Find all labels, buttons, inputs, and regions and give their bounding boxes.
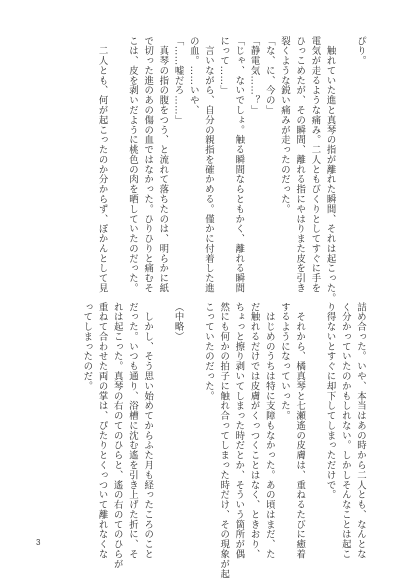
text-line: 詰め合った。いや、本当はあの時から二人とも、なんとな [355,302,366,560]
text-line: ちょっと擦り剥いてしまった時だとか、そういう箇所が偶 [233,302,245,560]
text-line [110,36,125,282]
lower-text-block [79,302,368,579]
text-line: 真琴の指の腹をつう、と流れて落ちたのは、明らかに紙 [157,36,169,294]
text-line: 「……嘘だろ……」 [172,36,184,125]
text-line: するようになっていった。 [278,302,290,421]
page-number: 3 [36,538,41,547]
text-line: 「じゃ、ないでしょ。触る瞬間ならともかく、離れる瞬間 [233,36,245,294]
text-line: 触れていた進と真琴の指が離れた瞬間、それは起こった。 [324,36,336,304]
text-line: ひっこめたが、その瞬間、離れる指にやはりまた皮を引き [294,36,306,294]
text-line [307,302,322,550]
text-line: 「静電気……？」 [248,36,260,116]
upper-text-block [94,36,368,304]
text-line: それから、橘真琴と七瀬遙の皮膚は、重ねるたびに癒着 [294,302,306,560]
text-line: で切った進のあの傷の血ではなかった。ひりひりと痛むそ [142,36,154,294]
text-line: こっていたのだった。 [202,302,214,401]
text-line: く分かっていたのかもしれない。しかしそんなことは起こ [339,302,351,560]
text-line [155,302,170,550]
text-line: れは起こった。真琴の右のてのひらと、遙の右のてのひらが [111,302,123,570]
text-line: ぴり。 [355,36,366,66]
text-line [186,302,201,550]
text-line: 「な、に、今の」 [263,36,275,116]
text-line: しかし、そう思い始めてからふた月も経ったころのこと [142,302,154,560]
text-line: り得ないとすぐに却下してしまっただけで。 [324,302,336,500]
text-line: 電気が走るような痛み。二人ともびくりとしてすぐに手を [309,36,321,294]
text-line [338,36,353,282]
text-line: にって……」 [218,36,230,96]
text-line: の血。……いや、 [187,36,199,116]
text-line: 重ねて合わせた両の掌は、ぴたりとくっついて離れなくな [96,302,108,560]
text-line: （中略） [172,302,184,342]
text-line: はじめのうちは特に支障もなかった。あの頃はまだ、た [263,302,275,560]
text-line: ってしまったのだ。 [81,302,93,392]
text-line: だった。いつも通り、浴槽に沈む遙を引き上げた折に、そ [126,302,138,560]
text-line: だ触れるだけでは皮膚がくっつくことはなく、ときおり、 [248,302,260,560]
text-line: 言いながら、自分の親指を確かめる。僅かに付着した進 [202,36,214,294]
text-line: こは、皮を剥いだように桃色の肉を晒していたのだった。 [126,36,138,294]
text-line: 然にも何かの拍子に触れ合ってしまった時だけ、その現象が起 [218,302,230,579]
text-line: 裂くような鋭い痛みが走ったのだった。 [278,36,290,215]
text-line: 二人とも、何が起こったのか分からず、ぽかんとして見 [96,36,108,294]
